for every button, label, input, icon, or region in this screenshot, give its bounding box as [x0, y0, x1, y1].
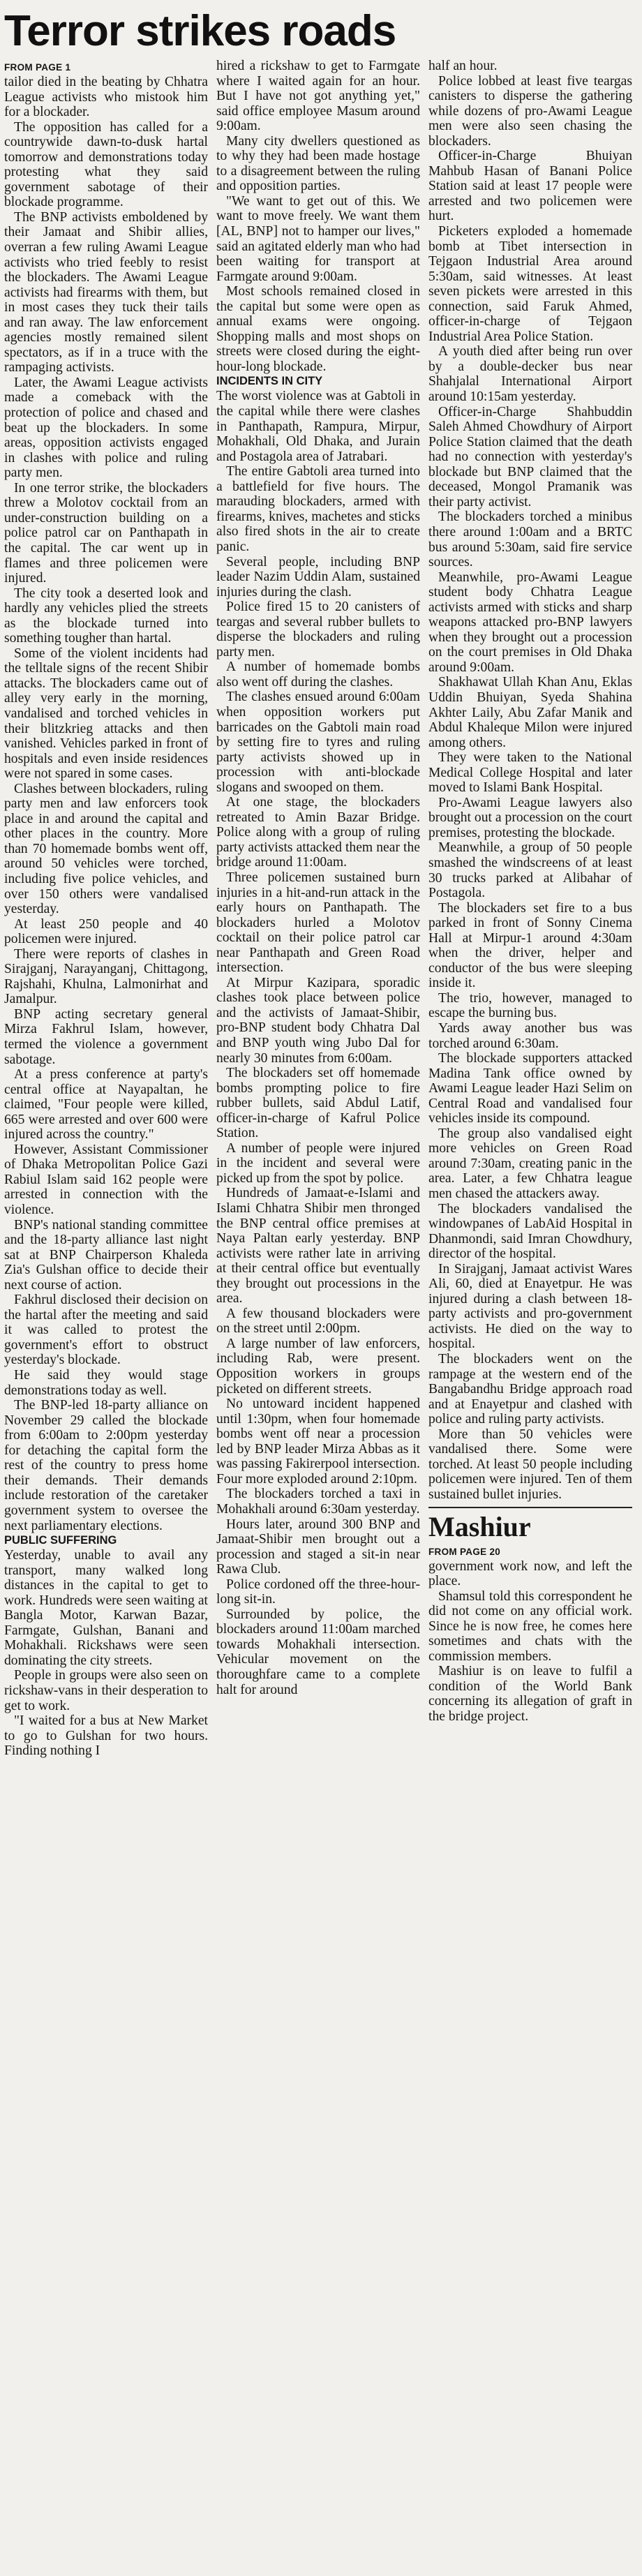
paragraph: In Sirajganj, Jamaat activist Wares Ali, 60, died at Enayetpur. He was injured during a clash between 18-party activists and pro-government activists. He died on the way to hospital. [428, 1261, 632, 1352]
paragraph: Shakhawat Ullah Khan Anu, Eklas Uddin Bhuiyan, Syeda Shahina Akhter Laily, Abu Zafar Manik and Abdul Khaleque Milon were injured among others. [428, 675, 632, 750]
paragraph: A large number of law enforcers, including Rab, were present. Opposition workers in groups picketed on different streets. [216, 1336, 420, 1397]
paragraph: The blockaders torched a taxi in Mohakhali around 6:30am yesterday. [216, 1487, 420, 1517]
paragraph: At one stage, the blockaders retreated to Amin Bazar Bridge. Police along with a group of ruling party activists attacked them near the bridge around 11:00am. [216, 795, 420, 870]
paragraph: Clashes between blockaders, ruling party men and law enforcers took place in and around the capital and other places in the country. More than 70 homemade bombs went off, around 50 vehicles were torched, including five police vehicles, and over 150 others were vandalised yesterday. [4, 781, 208, 917]
paragraph: A few thousand blockaders were on the street until 2:00pm. [216, 1306, 420, 1337]
paragraph: At least 250 people and 40 policemen were injured. [4, 916, 208, 947]
paragraph: The BNP-led 18-party alliance on November 29 called the blockade from 6:00am to 2:00pm yesterday for detaching the capital form the rest of the country to press home their demands. Their demands include restoration of the caretaker government system to oversee the next parliamentary elections. [4, 1398, 208, 1533]
article-columns [4, 59, 638, 2571]
paragraph: Pro-Awami League lawyers also brought out a procession on the court premises, protesting the blockade. [428, 795, 632, 840]
paragraph: No untoward incident happened until 1:30pm, when four homemade bombs went off near a procession led by BNP leader Mirza Abbas as it was passing Fakirerpool intersection. Four more exploded around 2:10pm. [216, 1397, 420, 1487]
side-story-title: Mashiur [428, 1507, 632, 1543]
paragraph: Hours later, around 300 BNP and Jamaat-Shibir men brought out a procession and staged a sit-in near Rawa Club. [216, 1517, 420, 1577]
paragraph: Later, the Awami League activists made a comeback with the protection of police and chased and beat up the blockaders. In some areas, opposition activists engaged in clashes with police and ruling party men. [4, 375, 208, 481]
paragraph: Police cordoned off the three-hour-long sit-in. [216, 1577, 420, 1607]
jump-line: FROM PAGE 1 [4, 62, 71, 73]
paragraph: hired a rickshaw to get to Farmgate where I waited again for an hour. But I have not got anything yet," said office employee Masum around 9:00am. [216, 59, 420, 134]
jump-line: FROM PAGE 20 [428, 1546, 501, 1557]
paragraph: The opposition has called for a countrywide dawn-to-dusk hartal tomorrow and demonstrations today protesting what they said government sabotage of their blockade programme. [4, 119, 208, 210]
paragraph: A number of homemade bombs also went off during the clashes. [216, 660, 420, 690]
paragraph: The blockaders went on the rampage at the western end of the Bangabandhu Bridge approach road and at Enayetpur and clashed with police and ruling party activists. [428, 1352, 632, 1427]
paragraph: He said they would stage demonstrations today as well. [4, 1368, 208, 1398]
paragraph: Picketers exploded a homemade bomb at Tibet intersection in Tejgaon Industrial Area around 5:30am, said witnesses. At least seven pickets were arrested in this connection, said Faruk Ahmed, officer-in-charge of Tejgaon Industrial Area Police Station. [428, 224, 632, 344]
paragraph: The clashes ensued around 6:00am when opposition workers put barricades on the Gabtoli main road by setting fire to tyres and ruling party activists showed up in procession with anti-blockade slogans and swooped on them. [216, 690, 420, 795]
subheading: INCIDENTS IN CITY [216, 375, 323, 388]
paragraph: Yards away another bus was torched around 6:30am. [428, 1021, 632, 1051]
paragraph: Shamsul told this correspondent he did not come on any official work. Since he is now free, he comes here sometimes and chats with the commission members. [428, 1588, 632, 1664]
paragraph: Police fired 15 to 20 canisters of teargas and several rubber bullets to disperse the blockaders and ruling party men. [216, 600, 420, 660]
column-2 [216, 59, 420, 2571]
paragraph: Mashiur is on leave to fulfil a condition of the World Bank concerning its allegation of graft in the bridge project. [428, 1664, 632, 1724]
paragraph: Officer-in-Charge Bhuiyan Mahbub Hasan of Banani Police Station said at least 17 people were arrested and two policemen were hurt. [428, 149, 632, 224]
paragraph: The trio, however, managed to escape the burning bus. [428, 990, 632, 1021]
paragraph: There were reports of clashes in Sirajganj, Narayanganj, Chittagong, Rajshahi, Khulna, Lalmonirhat and Jamalpur. [4, 946, 208, 1007]
paragraph: BNP acting secretary general Mirza Fakhrul Islam, however, termed the violence a government sabotage. [4, 1006, 208, 1067]
paragraph: The BNP activists emboldened by their Jamaat and Shibir allies, overran a few ruling Awami League activists who tried feebly to resist the blockaders. The Awami League activists had firearms with them, but in most cases they tuck their tails and ran away. The law enforcement agencies mostly remained silent spectators, as if in a truce with the rampaging activists. [4, 209, 208, 375]
paragraph: The worst violence was at Gabtoli in the capital while there were clashes in Panthapath, Rampura, Mirpur, Mohakhali, Old Dhaka, and Jurain and Postagola area of Jatrabari. [216, 389, 420, 464]
paragraph: "We want to get out of this. We want to move freely. We want them [AL, BNP] not to hamper our lives," said an agitated elderly man who had been waiting for transport at Farmgate around 9:00am. [216, 193, 420, 284]
paragraph: Most schools remained closed in the capital but some were open as annual exams were ongoing. Shopping malls and most shops on streets were closed during the eight-hour-long blockade. [216, 284, 420, 374]
paragraph: The blockaders torched a minibus there around 1:00am and a BRTC bus around 5:30am, said fire service sources. [428, 509, 632, 570]
paragraph: A number of people were injured in the incident and several were picked up from the spot by police. [216, 1140, 420, 1186]
column-1 [4, 59, 208, 2571]
paragraph: BNP's national standing committee and the 18-party alliance last night sat at BNP Chairperson Khaleda Zia's Gulshan office to decide their next course of action. [4, 1217, 208, 1293]
paragraph: Surrounded by police, the blockaders around 11:00am marched towards Mohakhali intersection. Vehicular movement on the thoroughfare came to a complete halt for around [216, 1607, 420, 1697]
paragraph: tailor died in the beating by Chhatra League activists who mistook him for a blockader. [4, 75, 208, 120]
paragraph: government work now, and left the place. [428, 1558, 632, 1589]
paragraph: At Mirpur Kazipara, sporadic clashes took place between police and the activists of Jamaat-Shibir, pro-BNP student body Chhatra Dal and BNP youth wing Jubo Dal for nearly 30 minutes from 6:00am. [216, 975, 420, 1066]
paragraph: The city took a deserted look and hardly any vehicles plied the streets as the blockade turned into something tougher than hartal. [4, 586, 208, 646]
paragraph: More than 50 vehicles were vandalised there. Some were torched. At least 50 people including policemen were injured. Ten of them sustained bullet injuries. [428, 1427, 632, 1502]
paragraph: The blockaders vandalised the windowpanes of LabAid Hospital in Dhanmondi, said Imran Chowdhury, director of the hospital. [428, 1201, 632, 1262]
paragraph: Hundreds of Jamaat-e-Islami and Islami Chhatra Shibir men thronged the BNP central office premises at Naya Paltan early yesterday. BNP activists were rather late in arriving at their central office but eventually they brought out processions in the area. [216, 1186, 420, 1306]
headline: Terror strikes roads [4, 7, 396, 55]
paragraph: The blockade supporters attacked Madina Tank office owned by Awami League leader Hazi Selim on Central Road and vandalised four vehicles inside its compound. [428, 1051, 632, 1126]
column-3 [428, 59, 632, 2571]
paragraph: The entire Gabtoli area turned into a battlefield for five hours. The marauding blockaders, armed with firearms, knives, machetes and sticks also fired shots in the air to create panic. [216, 464, 420, 554]
paragraph: Yesterday, unable to avail any transport, many walked long distances in the capital to get to work. Hundreds were seen waiting at Bangla Motor, Karwan Bazar, Farmgate, Gulshan, Banani and Mohakhali. Rickshaws were seen dominating the city streets. [4, 1548, 208, 1668]
paragraph: At a press conference at party's central office at Nayapaltan, he claimed, "Four people were killed, 665 were arrested and over 600 were injured across the country." [4, 1067, 208, 1142]
paragraph: Fakhrul disclosed their decision on the hartal after the meeting and said it was called to protest the government's effort to obstruct yesterday's blockade. [4, 1293, 208, 1368]
paragraph: They were taken to the National Medical College Hospital and later moved to Islami Bank Hospital. [428, 750, 632, 796]
paragraph: A youth died after being run over by a double-decker bus near Shahjalal International Airport around 10:15am yesterday. [428, 344, 632, 405]
paragraph: Officer-in-Charge Shahbuddin Saleh Ahmed Chowdhury of Airport Police Station claimed that the death had no connection with yesterday's blockade but BNP claimed that the deceased, Mongol Pramanik was their party activist. [428, 404, 632, 509]
paragraph: Several people, including BNP leader Nazim Uddin Alam, sustained injuries during the clash. [216, 554, 420, 600]
paragraph: The blockaders set fire to a bus parked in front of Sonny Cinema Hall at Mirpur-1 around 4:30am when the driver, helper and conductor of the bus were sleeping inside it. [428, 900, 632, 991]
paragraph: The blockaders set off homemade bombs prompting police to fire rubber bullets, said Abdul Latif, officer-in-charge of Kafrul Police Station. [216, 1066, 420, 1141]
paragraph: In one terror strike, the blockaders threw a Molotov cocktail from an under-construction building on a police patrol car on Panthapath in the capital. The car went up in flames and three policemen were injured. [4, 480, 208, 586]
paragraph: The group also vandalised eight more vehicles on Green Road around 7:30am, creating panic in the area. Later, a few Chhatra league men chased the attackers away. [428, 1126, 632, 1202]
paragraph: Many city dwellers questioned as to why they had been made hostage to a disagreement between the ruling and opposition parties. [216, 133, 420, 194]
paragraph: Meanwhile, a group of 50 people smashed the windscreens of at least 30 trucks parked at Alibahar of Postagola. [428, 840, 632, 901]
paragraph: People in groups were also seen on rickshaw-vans in their desperation to get to work. [4, 1668, 208, 1713]
paragraph: Three policemen sustained burn injuries in a hit-and-run attack in the early hours on Panthapath. The blockaders hurled a Molotov cocktail on their police patrol car near Panthapath and Green Road intersection. [216, 870, 420, 976]
paragraph: However, Assistant Commissioner of Dhaka Metropolitan Police Gazi Rabiul Islam said 162 people were arrested in connection with the violence. [4, 1142, 208, 1218]
paragraph: "I waited for a bus at New Market to go to Gulshan for two hours. Finding nothing I [4, 1713, 208, 1759]
paragraph: half an hour. [428, 59, 498, 73]
paragraph: Some of the violent incidents had the telltale signs of the recent Shibir attacks. The blockaders came out of alley very early in the morning, vandalised and torched vehicles in their blitzkrieg attacks and then vanished. Vehicles parked in front of hospitals and even inside residences were not spared in some cases. [4, 646, 208, 782]
paragraph: Police lobbed at least five teargas canisters to disperse the gathering while dozens of pro-Awami League men were also seen chasing the blockaders. [428, 73, 632, 149]
paragraph: Meanwhile, pro-Awami League student body Chhatra League activists armed with sticks and sharp weapons attacked pro-BNP lawyers when they brought out a procession on the court premises in Old Dhaka around 9:00am. [428, 569, 632, 675]
subheading: PUBLIC SUFFERING [4, 1534, 117, 1547]
